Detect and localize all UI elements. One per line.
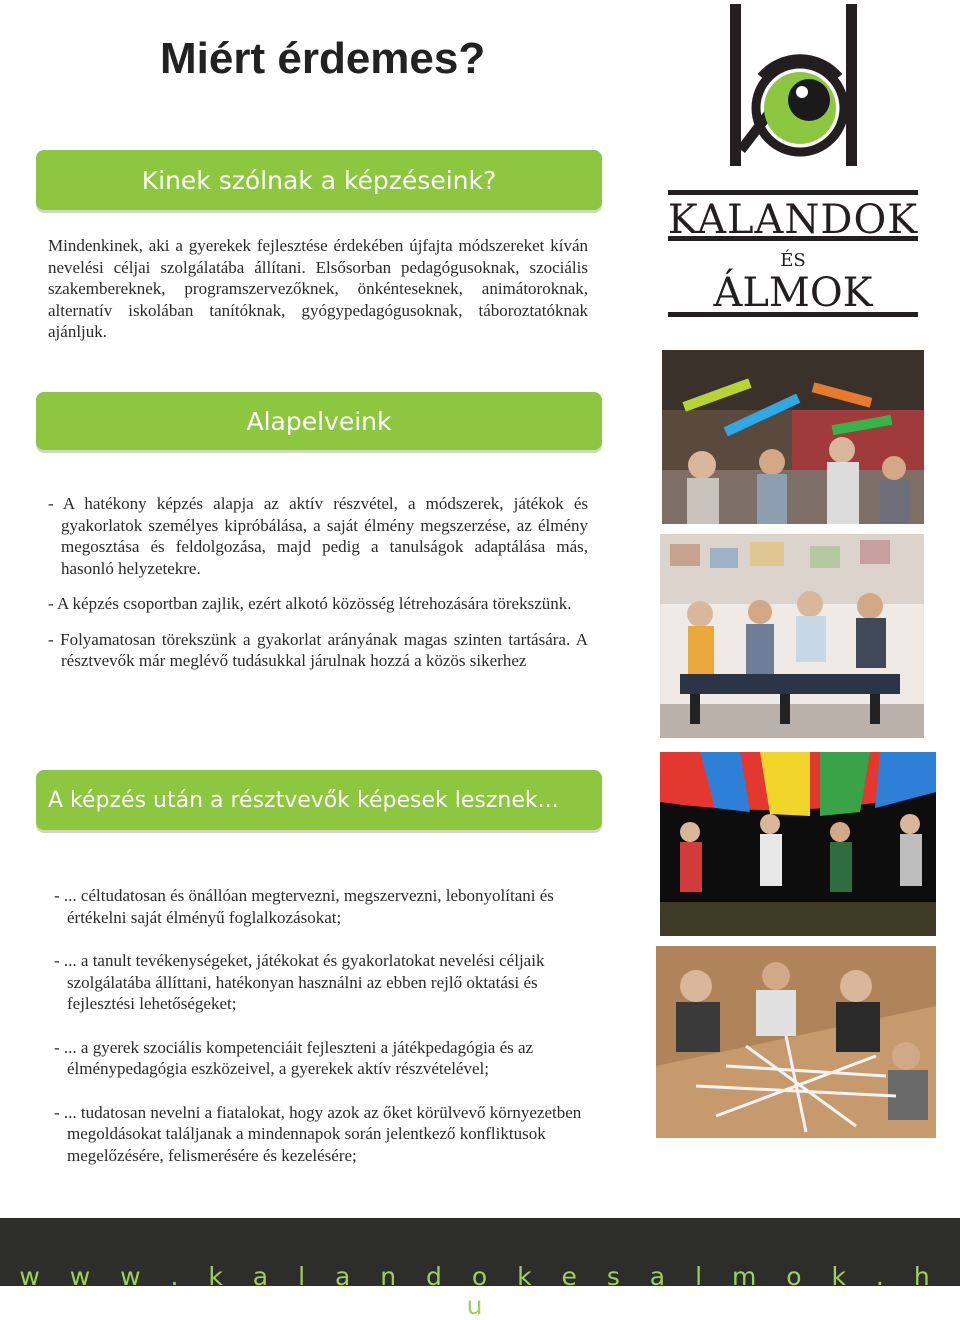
list-item: - ... a tanult tevékenységeket, játékokat és gyakorlatokat nevelési céljaik szolgálatába állíttani, hatékonyan használni az ebben rejlő oktatási és fejlesztési lehetőségeket; — [54, 951, 545, 1013]
logo-line2: ÉS — [780, 250, 806, 271]
photo-group-sitting — [660, 534, 924, 738]
logo-line1: KALANDOK — [667, 197, 919, 243]
abilities-list — [54, 885, 594, 1166]
audience-heading: Kinek szólnak a képzéseink? — [36, 150, 602, 210]
photo-parachute-game — [660, 752, 936, 936]
footer-website-link[interactable]: w w w . k a l a n d o k e s a l m o k . h u — [19, 1262, 941, 1320]
photo-workshop-noodles — [662, 350, 924, 524]
page-title: Miért érdemes? — [160, 34, 486, 83]
audience-text: Mindenkinek, aki a gyerekek fejlesztése érdekében újfajta módszereket kíván nevelési céljai szolgálatába állítani. Elsősorban pedagógusoknak, szociális szakembereknek, programszervezőknek, önkénteseknek, animátoroknak, alternatív iskolában tanítóknak, gyógypedagógusoknak, táboroztatóknak ajánljuk. — [48, 236, 588, 341]
list-item: - A képzés csoportban zajlik, ezért alkotó közösség létrehozására törekszünk. — [48, 594, 572, 613]
abilities-heading: A képzés után a résztvevők képesek lesznek... — [36, 770, 602, 830]
list-item: - ... céltudatosan és önállóan megtervezni, megszervezni, lebonyolítani és értékelni saját élményű foglalkozásokat; — [54, 886, 554, 927]
list-item: - A hatékony képzés alapja az aktív részvétel, a módszerek, játékok és gyakorlatok személyes kipróbálása, a saját élmény megszerzése, az élmény megosztása és feldolgozása, majd pedig a tanulságok adaptálása más, hasonló helyzetekre. — [48, 494, 588, 578]
logo-line3: ÁLMOK — [713, 270, 873, 316]
list-item: - Folyamatosan törekszünk a gyakorlat arányának magas szinten tartására. A résztvevők már meglévő tudásukkal járulnak hozzá a közös sikerhez — [48, 629, 588, 670]
principles-heading: Alapelveink — [36, 392, 602, 450]
kalandok-es-almok-logo — [662, 0, 922, 340]
list-item: - ... tudatosan nevelni a fiatalokat, hogy azok az őket körülvevő környezetben megoldásokat találjanak a mindennapok során jelentkező konfliktusok megelőzésére, felismerésére és kezelésére; — [54, 1102, 582, 1165]
principles-list — [48, 493, 588, 672]
photo-sticks-game — [656, 946, 936, 1138]
list-item: - ... a gyerek szociális kompetenciáit fejleszteni a játékpedagógia és az élménypedagógia eszközeivel, a gyerekek aktív részvételével; — [54, 1037, 534, 1078]
